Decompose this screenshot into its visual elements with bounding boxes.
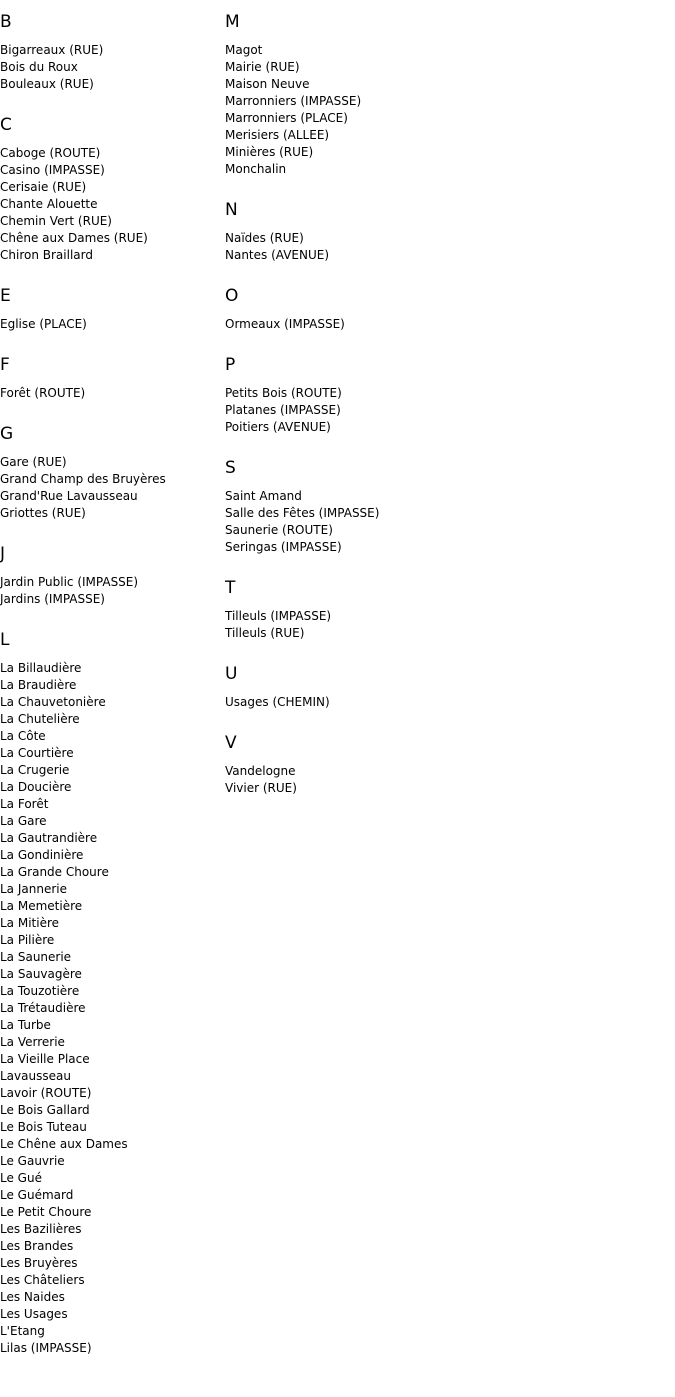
street-list — [0, 306, 220, 343]
street-list — [225, 32, 475, 188]
street-name: Bois du Roux — [0, 60, 78, 74]
street-list — [225, 753, 475, 807]
street-name: La Chutelière — [0, 712, 80, 726]
section-letter-heading: S — [225, 458, 236, 478]
street-name: Vandelogne — [225, 764, 296, 778]
street-name: Bouleaux (RUE) — [0, 77, 94, 91]
street-name: Naïdes (RUE) — [225, 231, 304, 245]
street-name: La Trétaudière — [0, 1001, 86, 1015]
street-name: Lavausseau — [0, 1069, 71, 1083]
section-letter-heading: V — [225, 733, 237, 753]
street-name: La Gondinière — [0, 848, 84, 862]
letter-section — [0, 103, 220, 274]
section-letter-heading: L — [0, 630, 10, 650]
street-name: La Courtière — [0, 746, 74, 760]
street-name: Jardins (IMPASSE) — [0, 592, 105, 606]
letter-section — [225, 188, 475, 274]
section-letter-heading: M — [225, 12, 240, 32]
street-name: Salle des Fêtes (IMPASSE) — [225, 506, 380, 520]
street-name: Cerisaie (RUE) — [0, 180, 87, 194]
street-name: La Saunerie — [0, 950, 72, 964]
street-name: Eglise (PLACE) — [0, 317, 87, 331]
street-name: Le Guémard — [0, 1188, 74, 1202]
letter-section — [225, 274, 475, 343]
street-name: Usages (CHEMIN) — [225, 695, 330, 709]
letter-section — [0, 532, 220, 618]
street-name: Griottes (RUE) — [0, 506, 86, 520]
street-name: Saint Amand — [225, 489, 302, 503]
street-name: La Gautrandière — [0, 831, 98, 845]
street-name: Poitiers (AVENUE) — [225, 420, 331, 434]
section-letter-heading: U — [225, 664, 238, 684]
street-list — [225, 220, 475, 274]
street-name: Chêne aux Dames (RUE) — [0, 231, 148, 245]
street-name: Caboge (ROUTE) — [0, 146, 101, 160]
street-name: La Sauvagère — [0, 967, 82, 981]
street-name: La Chauvetonière — [0, 695, 106, 709]
street-name: La Memetière — [0, 899, 83, 913]
street-name: Les Brandes — [0, 1239, 74, 1253]
street-index-column-right — [225, 0, 475, 807]
street-name: Le Bois Gallard — [0, 1103, 90, 1117]
letter-section — [0, 0, 220, 103]
street-name: Le Petit Choure — [0, 1205, 92, 1219]
street-name: La Jannerie — [0, 882, 67, 896]
street-name: Magot — [225, 43, 263, 57]
street-name: Marronniers (PLACE) — [225, 111, 348, 125]
street-name: La Doucière — [0, 780, 72, 794]
section-letter-heading: P — [225, 355, 236, 375]
street-list — [0, 650, 220, 1367]
letter-section — [0, 343, 220, 412]
street-name: Le Chêne aux Dames — [0, 1137, 128, 1151]
street-name: Forêt (ROUTE) — [0, 386, 86, 400]
street-name: Lilas (IMPASSE) — [0, 1341, 92, 1355]
street-name: La Verrerie — [0, 1035, 65, 1049]
street-name: Marronniers (IMPASSE) — [225, 94, 362, 108]
street-list — [225, 684, 475, 721]
section-letter-heading: C — [0, 115, 12, 135]
section-letter-heading: T — [225, 578, 236, 598]
street-name: Chemin Vert (RUE) — [0, 214, 112, 228]
letter-section — [225, 343, 475, 446]
section-letter-heading: O — [225, 286, 239, 306]
letter-section — [225, 0, 475, 188]
section-letter-heading: E — [0, 286, 11, 306]
street-list — [0, 444, 220, 532]
section-letter-heading: F — [0, 355, 10, 375]
street-name: La Touzotière — [0, 984, 80, 998]
street-name: Le Bois Tuteau — [0, 1120, 87, 1134]
street-name: Les Bruyères — [0, 1256, 78, 1270]
street-list — [225, 598, 475, 652]
street-name: Le Gauvrie — [0, 1154, 65, 1168]
letter-section — [0, 412, 220, 532]
street-name: Mairie (RUE) — [225, 60, 300, 74]
street-name: Ormeaux (IMPASSE) — [225, 317, 345, 331]
letter-section — [225, 721, 475, 807]
street-name: La Crugerie — [0, 763, 70, 777]
letter-section — [225, 566, 475, 652]
street-name: Minières (RUE) — [225, 145, 314, 159]
street-name: Vivier (RUE) — [225, 781, 297, 795]
street-list — [0, 564, 220, 618]
letter-section — [225, 446, 475, 566]
section-letter-heading: G — [0, 424, 14, 444]
street-name: La Pilière — [0, 933, 55, 947]
street-name: La Grande Choure — [0, 865, 109, 879]
street-list — [225, 306, 475, 343]
section-letter-heading: B — [0, 12, 12, 32]
street-name: Maison Neuve — [225, 77, 310, 91]
street-name: Les Usages — [0, 1307, 68, 1321]
street-name: L'Etang — [0, 1324, 45, 1338]
street-name: La Forêt — [0, 797, 49, 811]
street-name: Jardin Public (IMPASSE) — [0, 575, 139, 589]
street-name: La Billaudière — [0, 661, 82, 675]
street-name: Gare (RUE) — [0, 455, 67, 469]
street-name: Les Naides — [0, 1290, 65, 1304]
street-name: Tilleuls (RUE) — [225, 626, 305, 640]
section-letter-heading: J — [0, 544, 6, 564]
street-name: Nantes (AVENUE) — [225, 248, 330, 262]
street-name: Bigarreaux (RUE) — [0, 43, 104, 57]
street-name: Chiron Braillard — [0, 248, 93, 262]
street-name: La Mitière — [0, 916, 60, 930]
street-name: Seringas (IMPASSE) — [225, 540, 342, 554]
section-letter-heading: N — [225, 200, 238, 220]
street-name: Petits Bois (ROUTE) — [225, 386, 342, 400]
street-name: Les Bazilières — [0, 1222, 82, 1236]
street-index-column-left — [0, 0, 220, 1367]
street-list — [0, 135, 220, 274]
street-name: La Gare — [0, 814, 47, 828]
street-name: Platanes (IMPASSE) — [225, 403, 341, 417]
street-name: Tilleuls (IMPASSE) — [225, 609, 332, 623]
street-name: Le Gué — [0, 1171, 42, 1185]
street-list — [0, 32, 220, 103]
street-name: La Côte — [0, 729, 46, 743]
street-list — [225, 478, 475, 566]
street-name: Saunerie (ROUTE) — [225, 523, 333, 537]
street-name: Chante Alouette — [0, 197, 98, 211]
letter-section — [225, 652, 475, 721]
letter-section — [0, 274, 220, 343]
street-list — [225, 375, 475, 446]
street-name: Lavoir (ROUTE) — [0, 1086, 92, 1100]
street-name: La Turbe — [0, 1018, 51, 1032]
letter-section — [0, 618, 220, 1367]
street-name: Monchalin — [225, 162, 287, 176]
street-name: Grand Champ des Bruyères — [0, 472, 166, 486]
street-name: Casino (IMPASSE) — [0, 163, 105, 177]
street-name: La Braudière — [0, 678, 77, 692]
street-name: La Vieille Place — [0, 1052, 90, 1066]
street-name: Grand'Rue Lavausseau — [0, 489, 138, 503]
street-list — [0, 375, 220, 412]
street-name: Merisiers (ALLEE) — [225, 128, 330, 142]
street-name: Les Châteliers — [0, 1273, 85, 1287]
